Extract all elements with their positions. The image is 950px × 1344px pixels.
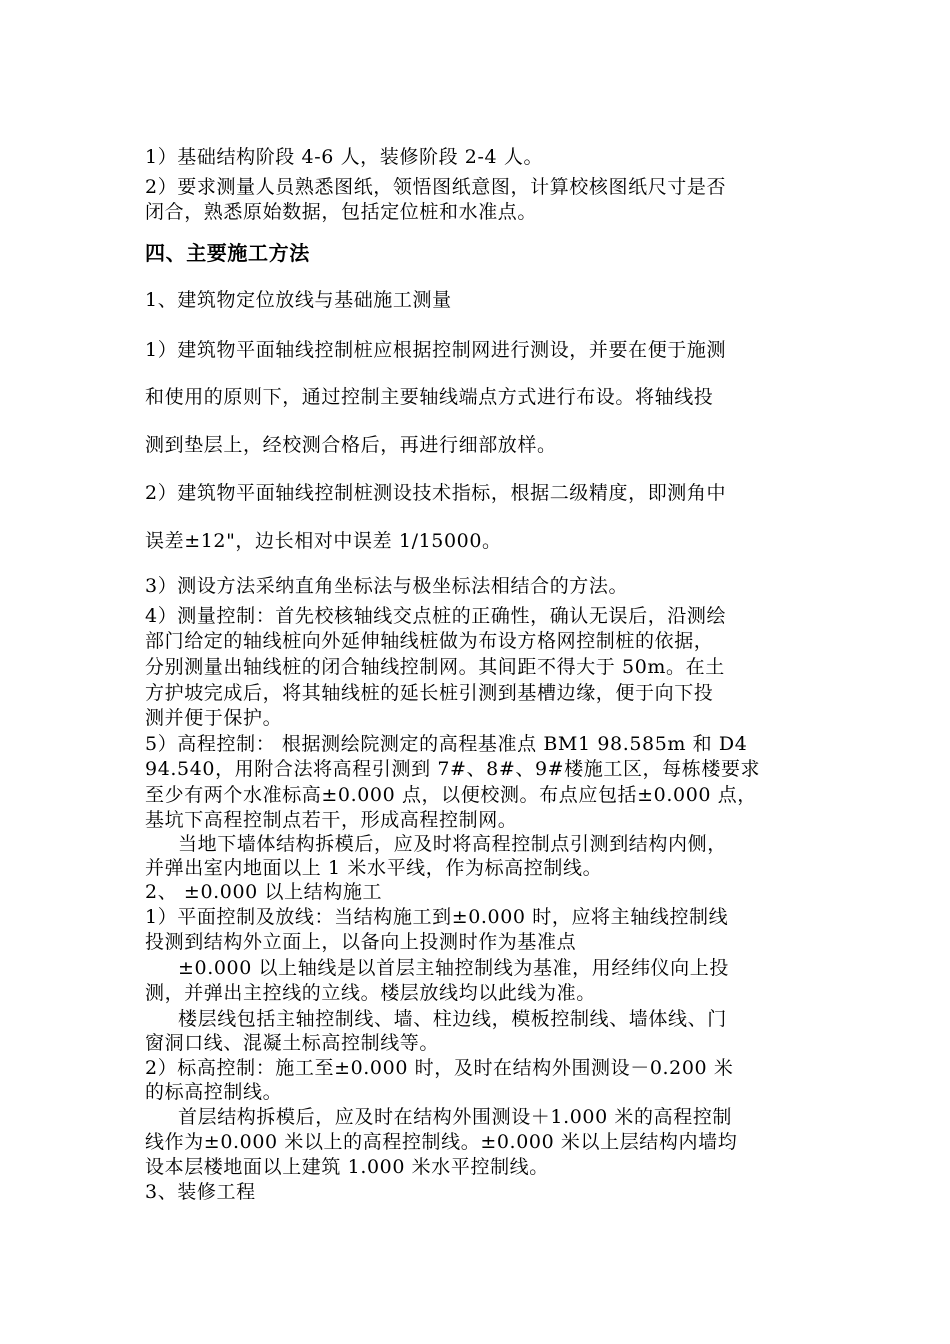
paragraph-line: 2）要求测量人员熟悉图纸，领悟图纸意图，计算校核图纸尺寸是否 — [145, 176, 727, 198]
paragraph-line: 和使用的原则下，通过控制主要轴线端点方式进行布设。将轴线投 — [145, 386, 714, 408]
paragraph-line: 设本层楼地面以上建筑 1.000 米水平控制线。 — [145, 1156, 549, 1178]
paragraph-line: 的标高控制线。 — [145, 1081, 283, 1103]
paragraph-line: ±0.000 以上轴线是以首层主轴控制线为基准，用经纬仪向上投 — [178, 957, 729, 979]
paragraph-line: 分别测量出轴线桩的闭合轴线控制网。其间距不得大于 50m。在土 — [145, 656, 725, 678]
paragraph-line: 1）基础结构阶段 4-6 人，装修阶段 2-4 人。 — [145, 146, 544, 168]
paragraph-line: 基坑下高程控制点若干，形成高程控制网。 — [145, 809, 518, 831]
paragraph-line: 闭合，熟悉原始数据，包括定位桩和水准点。 — [145, 201, 538, 223]
paragraph-line: 测并便于保护。 — [145, 707, 283, 729]
paragraph-line: 当地下墙体结构拆模后，应及时将高程控制点引测到结构内侧， — [178, 833, 727, 855]
paragraph-line: 测，并弹出主控线的立线。楼层放线均以此线为准。 — [145, 982, 596, 1004]
paragraph-line: 首层结构拆模后，应及时在结构外围测设＋1.000 米的高程控制 — [178, 1106, 733, 1128]
paragraph-line: 并弹出室内地面以上 1 米水平线，作为标高控制线。 — [145, 857, 603, 879]
paragraph-line: 窗洞口线、混凝土标高控制线等。 — [145, 1032, 440, 1054]
paragraph-line: 1）建筑物平面轴线控制桩应根据控制网进行测设，并要在便于施测 — [145, 339, 727, 361]
paragraph-line: 94.540，用附合法将高程引测到 7#、8#、9#楼施工区，每栋楼要求 — [145, 758, 761, 780]
paragraph-line: 投测到结构外立面上，以备向上投测时作为基准点 — [145, 931, 577, 953]
paragraph-line: 部门给定的轴线桩向外延伸轴线桩做为布设方格网控制桩的依据， — [145, 630, 714, 652]
paragraph-line: 4）测量控制：首先校核轴线交点桩的正确性，确认无误后，沿测绘 — [145, 605, 727, 627]
paragraph-line: 楼层线包括主轴控制线、墙、柱边线，模板控制线、墙体线、门 — [178, 1008, 727, 1030]
paragraph-line: 至少有两个水准标高±0.000 点，以便校测。布点应包括±0.000 点， — [145, 784, 757, 806]
paragraph-line: 2）标高控制：施工至±0.000 时，及时在结构外围测设－0.200 米 — [145, 1057, 734, 1079]
subsection-heading: 1、建筑物定位放线与基础施工测量 — [145, 289, 452, 311]
paragraph-line: 5）高程控制： 根据测绘院测定的高程基准点 BM1 98.585m 和 D4 — [145, 733, 748, 755]
paragraph-line: 线作为±0.000 米以上的高程控制线。±0.000 米以上层结构内墙均 — [145, 1131, 738, 1153]
section-heading: 四、主要施工方法 — [145, 241, 310, 265]
paragraph-line: 2）建筑物平面轴线控制桩测设技术指标，根据二级精度，即测角中 — [145, 482, 727, 504]
paragraph-line: 1）平面控制及放线：当结构施工到±0.000 时，应将主轴线控制线 — [145, 906, 729, 928]
paragraph-line: 测到垫层上，经校测合格后，再进行细部放样。 — [145, 434, 557, 456]
subsection-heading: 2、 ±0.000 以上结构施工 — [145, 881, 383, 903]
paragraph-line: 误差±12"，边长相对中误差 1/15000。 — [145, 530, 502, 552]
subsection-heading: 3、装修工程 — [145, 1181, 256, 1203]
paragraph-line: 3）测设方法采纳直角坐标法与极坐标法相结合的方法。 — [145, 575, 629, 597]
paragraph-line: 方护坡完成后，将其轴线桩的延长桩引测到基槽边缘，便于向下投 — [145, 682, 714, 704]
